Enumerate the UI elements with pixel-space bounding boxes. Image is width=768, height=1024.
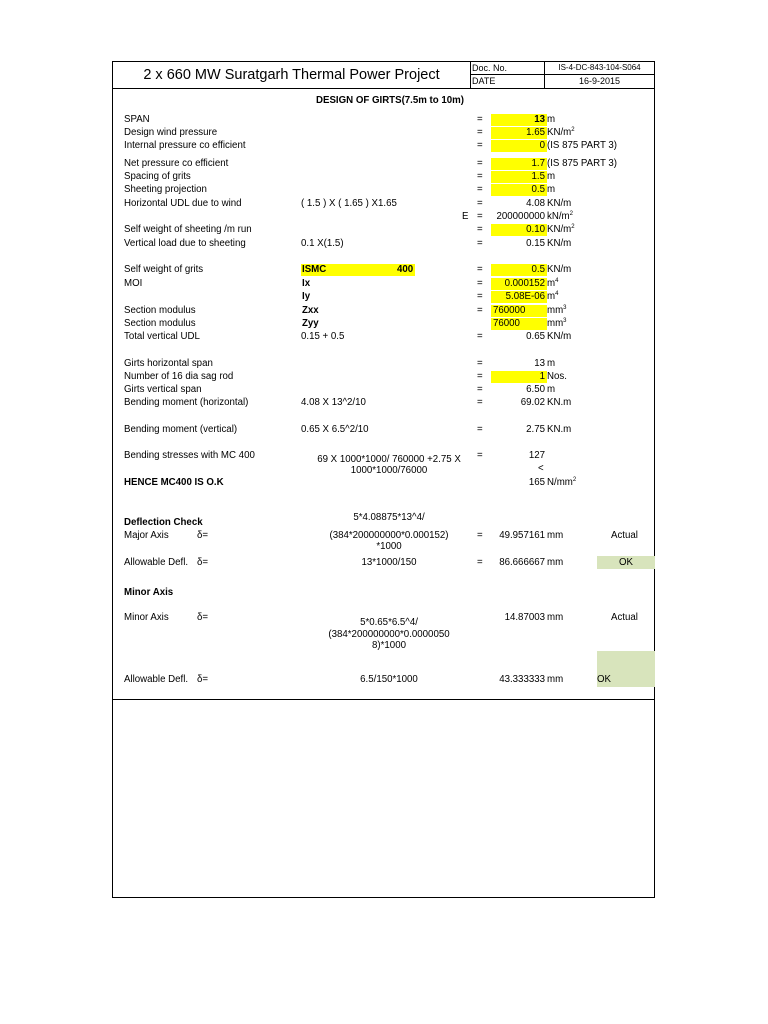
equals-sign: = bbox=[477, 158, 483, 169]
equals-sign: = bbox=[477, 238, 483, 249]
equals-sign: = bbox=[477, 331, 483, 342]
row-unit: m bbox=[547, 171, 556, 182]
row-unit: KN/m bbox=[547, 198, 572, 209]
delta-symbol: δ= bbox=[197, 674, 209, 685]
row-formula: 0.15 + 0.5 bbox=[301, 331, 345, 342]
row-unit: $N/mm^2$ bbox=[547, 476, 577, 488]
row-value: 43.333333 bbox=[499, 674, 545, 685]
equals-sign: = bbox=[477, 530, 483, 541]
row-unit: $m^4$ bbox=[547, 290, 559, 302]
equals-sign: = bbox=[477, 384, 483, 395]
section-title: DESIGN OF GIRTS(7.5m to 10m) bbox=[315, 95, 465, 106]
deflection-heading: Deflection Check bbox=[124, 517, 203, 528]
symbol: Ix bbox=[302, 278, 311, 289]
row-label: Self weight of grits bbox=[124, 264, 204, 275]
clipped-formula: 5*4.08875*13^4/ bbox=[353, 512, 425, 523]
row-value: 13 bbox=[534, 114, 545, 125]
equals-sign: = bbox=[477, 278, 483, 289]
minor-axis-heading: Minor Axis bbox=[124, 587, 174, 598]
row-unit: KN/m bbox=[547, 238, 572, 249]
row-unit: KN.m bbox=[547, 397, 572, 408]
actual-note: Actual bbox=[611, 530, 638, 541]
row-unit: mm bbox=[547, 674, 564, 685]
row-label: MOI bbox=[124, 278, 143, 289]
row-unit: m bbox=[547, 184, 556, 195]
row-label: Net pressure co efficient bbox=[124, 158, 229, 169]
section-size: 400 bbox=[397, 264, 414, 275]
row-value: 0.000152 bbox=[504, 278, 545, 289]
row-formula: 0.1 X(1.5) bbox=[301, 238, 344, 249]
row-unit: m bbox=[547, 358, 556, 369]
row-value: 13 bbox=[534, 358, 545, 369]
row-label: Allowable Defl. bbox=[124, 557, 189, 568]
section-name: ISMC bbox=[302, 264, 327, 275]
ok-status: OK bbox=[597, 674, 611, 685]
row-value: 1.5 bbox=[531, 171, 545, 182]
equals-sign: = bbox=[477, 198, 483, 209]
row-formula: 13*1000/150 bbox=[361, 557, 417, 568]
ok-status: OK bbox=[619, 557, 633, 568]
row-value: 2.75 bbox=[526, 424, 545, 435]
e-label: E bbox=[462, 211, 469, 222]
equals-sign: = bbox=[477, 114, 483, 125]
row-formula: ( 1.5 ) X ( 1.65 ) X1.65 bbox=[301, 198, 397, 209]
delta-symbol: δ= bbox=[197, 530, 209, 541]
equals-sign: = bbox=[477, 171, 483, 182]
row-label: Section modulus bbox=[124, 305, 196, 316]
row-label: Bending moment (vertical) bbox=[124, 424, 238, 435]
row-label: Minor Axis bbox=[124, 612, 169, 623]
row-label: Design wind pressure bbox=[124, 127, 218, 138]
equals-sign: = bbox=[477, 305, 483, 316]
delta-symbol: δ= bbox=[197, 557, 209, 568]
row-unit: $mm^3$ bbox=[547, 304, 567, 316]
row-value: 0.5 bbox=[531, 184, 545, 195]
row-value: 0 bbox=[539, 140, 545, 151]
row-value: 165 bbox=[528, 477, 545, 488]
row-unit: $mm^3$ bbox=[547, 317, 567, 329]
row-unit: KN/m bbox=[547, 331, 572, 342]
row-formula: 0.65 X 6.5^2/10 bbox=[301, 424, 369, 435]
header-divider bbox=[470, 62, 471, 88]
less-than-sign: < bbox=[538, 463, 544, 474]
equals-sign: = bbox=[477, 424, 483, 435]
row-formula: 1000*1000/76000 bbox=[350, 465, 428, 476]
row-label: Horizontal UDL due to wind bbox=[124, 198, 242, 209]
row-label: Number of 16 dia sag rod bbox=[124, 371, 234, 382]
row-formula: 6.5/150*1000 bbox=[360, 674, 418, 685]
row-label: Section modulus bbox=[124, 318, 196, 329]
row-label: Allowable Defl. bbox=[124, 674, 189, 685]
symbol: Iy bbox=[302, 291, 311, 302]
equals-sign: = bbox=[477, 127, 483, 138]
row-value: 127 bbox=[528, 450, 545, 461]
row-unit: KN.m bbox=[547, 424, 572, 435]
row-label: Girts horizontal span bbox=[124, 358, 213, 369]
equals-sign: = bbox=[477, 211, 483, 222]
row-label: Girts vertical span bbox=[124, 384, 202, 395]
content-bottom-border bbox=[113, 699, 654, 700]
row-unit: (IS 875 PART 3) bbox=[547, 158, 617, 169]
row-label: Internal pressure co efficient bbox=[124, 140, 246, 151]
row-formula: 69 X 1000*1000/ 760000 +2.75 X bbox=[317, 454, 461, 465]
row-formula: *1000 bbox=[376, 541, 402, 552]
delta-symbol: δ= bbox=[197, 612, 209, 623]
equals-sign: = bbox=[477, 397, 483, 408]
row-unit: mm bbox=[547, 530, 564, 541]
row-value: 14.87003 bbox=[504, 612, 545, 623]
row-value: 1.7 bbox=[531, 158, 545, 169]
actual-note: Actual bbox=[611, 612, 638, 623]
equals-sign: = bbox=[477, 264, 483, 275]
row-value: 6.50 bbox=[526, 384, 545, 395]
row-value: 1 bbox=[539, 371, 545, 382]
row-value: 200000000 bbox=[496, 211, 545, 222]
row-value: 760000 bbox=[493, 305, 526, 316]
calculation-sheet bbox=[112, 61, 655, 898]
row-formula: (384*200000000*0.0000050 bbox=[328, 629, 450, 640]
equals-sign: = bbox=[477, 450, 483, 461]
row-formula: 8)*1000 bbox=[372, 640, 406, 651]
row-label: Major Axis bbox=[124, 530, 169, 541]
row-unit: mm bbox=[547, 612, 564, 623]
row-unit: (IS 875 PART 3) bbox=[547, 140, 617, 151]
doc-no-value: IS-4-DC-843-104-S064 bbox=[558, 63, 641, 72]
row-label: Total vertical UDL bbox=[124, 331, 200, 342]
row-value: 0.5 bbox=[531, 264, 545, 275]
row-value: 49.957161 bbox=[499, 530, 545, 541]
row-formula: (384*200000000*0.000152) bbox=[329, 530, 449, 541]
row-formula: 5*0.65*6.5^4/ bbox=[360, 617, 418, 628]
row-value: 76000 bbox=[493, 318, 520, 329]
row-unit: $KN/m^2$ bbox=[547, 126, 575, 138]
row-value: 0.65 bbox=[526, 331, 545, 342]
date-label: DATE bbox=[472, 76, 496, 86]
row-value: 69.02 bbox=[520, 397, 545, 408]
row-value: 5.08E-06 bbox=[505, 291, 545, 302]
row-value: 4.08 bbox=[526, 198, 545, 209]
conclusion-label: HENCE MC400 IS O.K bbox=[124, 477, 224, 488]
row-formula: 4.08 X 13^2/10 bbox=[301, 397, 366, 408]
project-title: 2 x 660 MW Suratgarh Thermal Power Project bbox=[143, 67, 440, 83]
row-value: 1.65 bbox=[526, 127, 545, 138]
date-value: 16-9-2015 bbox=[578, 76, 621, 86]
row-label: Vertical load due to sheeting bbox=[124, 238, 246, 249]
row-label: Bending moment (horizontal) bbox=[124, 397, 249, 408]
symbol: Zyy bbox=[302, 318, 319, 329]
row-unit: KN/m bbox=[547, 264, 572, 275]
equals-sign: = bbox=[477, 358, 483, 369]
row-value: 0.15 bbox=[526, 238, 545, 249]
row-value: 0.10 bbox=[526, 224, 545, 235]
doc-no-label: Doc. No. bbox=[472, 63, 508, 73]
row-unit: m bbox=[547, 114, 556, 125]
row-label: SPAN bbox=[124, 114, 150, 125]
row-unit: Nos. bbox=[547, 371, 567, 382]
header-bottom-border bbox=[113, 88, 654, 89]
row-unit: $m^4$ bbox=[547, 277, 559, 289]
equals-sign: = bbox=[477, 371, 483, 382]
equals-sign: = bbox=[477, 184, 483, 195]
equals-sign: = bbox=[477, 291, 483, 302]
row-unit: $kN/m^2$ bbox=[547, 210, 573, 222]
row-unit: $KN/m^2$ bbox=[547, 223, 575, 235]
row-unit: mm bbox=[547, 557, 564, 568]
equals-sign: = bbox=[477, 557, 483, 568]
row-label: Self weight of sheeting /m run bbox=[124, 224, 252, 235]
symbol: Zxx bbox=[302, 305, 319, 316]
row-unit: m bbox=[547, 384, 556, 395]
row-label: Bending stresses with MC 400 bbox=[124, 450, 255, 461]
row-value: 86.666667 bbox=[499, 557, 545, 568]
equals-sign: = bbox=[477, 224, 483, 235]
row-label: Sheeting projection bbox=[124, 184, 207, 195]
equals-sign: = bbox=[477, 140, 483, 151]
row-label: Spacing of grits bbox=[124, 171, 191, 182]
